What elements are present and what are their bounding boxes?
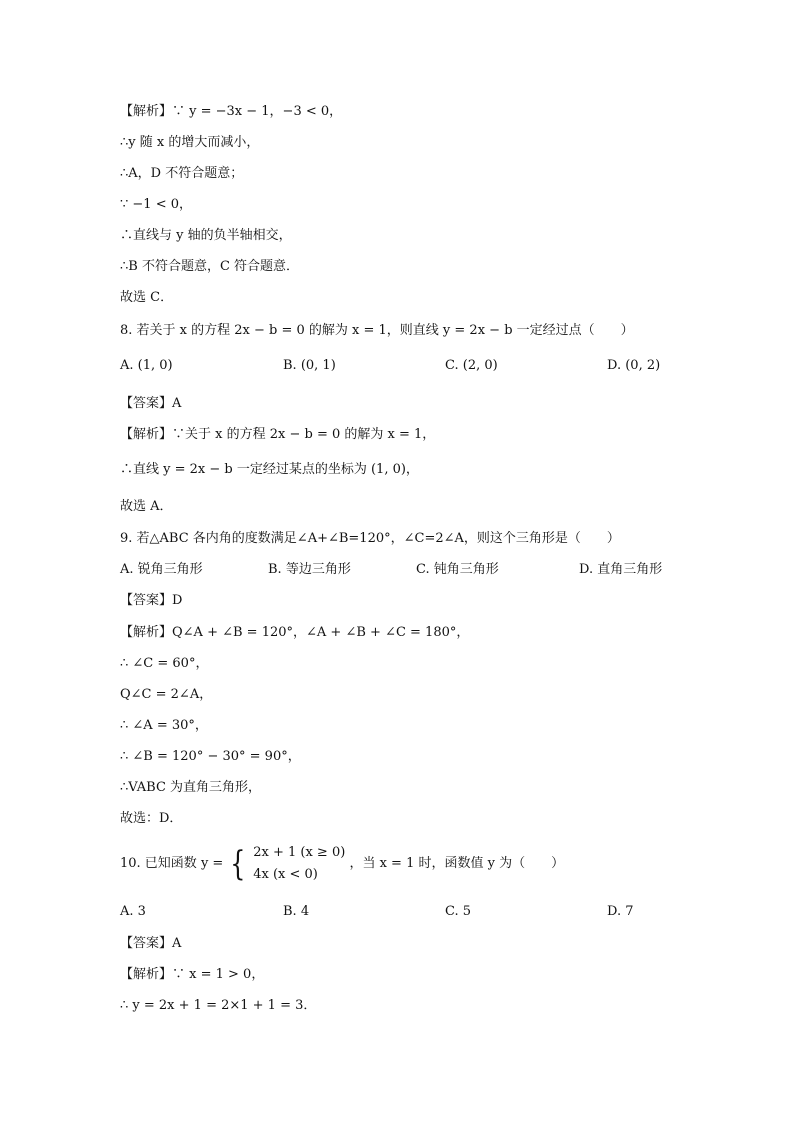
q7-step-3: ∵ −1 < 0， [120,197,192,212]
q10-answer: 【答案】A [120,936,182,951]
q8-option-a: A. (1, 0) [120,358,173,373]
q8-option-c: C. (2, 0) [445,358,498,373]
q10-option-a: A. 3 [120,904,146,919]
q9-step-2: Q∠C = 2∠A， [120,687,213,702]
q10-case-2: 4x (x < 0) [253,867,318,882]
q9-analysis: 【解析】Q∠A + ∠B = 120°，∠A + ∠B + ∠C = 180°， [120,625,470,640]
q8-question: 8. 若关于 x 的方程 2x − b = 0 的解为 x = 1，则直线 y = 2x − b 一定经过点（ ） [120,323,634,338]
brace-icon: { [230,844,246,884]
q7-step-1: ∴y 随 x 的增大而减小， [120,135,260,150]
q8-option-b: B. (0, 1) [283,358,336,373]
q8-step-1: ∴直线 y = 2x − b 一定经过某点的坐标为 (1, 0)， [120,462,419,477]
q10-analysis: 【解析】∵ x = 1 > 0， [120,967,265,982]
q7-analysis: 【解析】∵ y = −3x − 1，−3 < 0， [120,104,343,119]
q7-step-4: ∴直线与 y 轴的负半轴相交， [120,228,292,243]
q10-piecewise [253,842,345,886]
q9-question: 9. 若△ABC 各内角的度数满足∠A+∠B=120°，∠C=2∠A，则这个三角形是（ ） [120,531,620,546]
q7-conclusion: 故选 C． [120,290,174,305]
q9-option-c: C. 钝角三角形 [416,562,499,577]
q9-option-b: B. 等边三角形 [268,562,351,577]
q10-suffix: ，当 x = 1 时，函数值 y 为（ ） [349,856,565,871]
q9-step-4: ∴ ∠B = 120° − 30° = 90°， [120,749,301,764]
q8-analysis: 【解析】∵关于 x 的方程 2x − b = 0 的解为 x = 1， [120,427,436,442]
q9-option-d: D. 直角三角形 [579,562,663,577]
q10-question [120,842,564,887]
q8-conclusion: 故选 A． [120,499,173,514]
q9-step-3: ∴ ∠A = 30°， [120,718,208,733]
q10-option-c: C. 5 [445,904,472,919]
q9-option-a: A. 锐角三角形 [120,562,203,577]
q8-option-d: D. (0, 2) [607,358,661,373]
q8-answer: 【答案】A [120,396,182,411]
q7-step-2: ∴A，D 不符合题意； [120,166,244,181]
q7-step-5: ∴B 不符合题意，C 符合题意． [120,259,300,274]
q10-prefix: 10. 已知函数 y = [120,856,224,871]
q10-case-1: 2x + 1 (x ≥ 0) [253,845,346,860]
q10-option-b: B. 4 [283,904,310,919]
q9-step-1: ∴ ∠C = 60°， [120,656,209,671]
q10-option-d: D. 7 [607,904,634,919]
q9-step-5: ∴VABC 为直角三角形， [120,780,262,795]
q9-answer: 【答案】D [120,593,183,608]
q10-step-1: ∴ y = 2x + 1 = 2×1 + 1 = 3． [120,998,317,1013]
q9-conclusion: 故选：D． [120,811,183,826]
